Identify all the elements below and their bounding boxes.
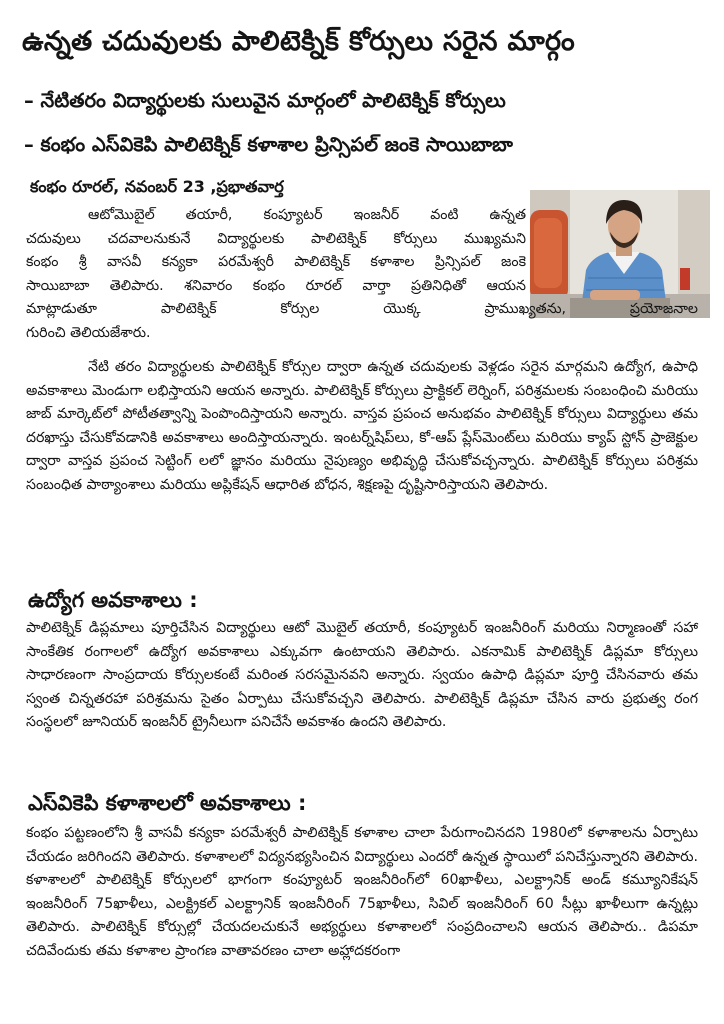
subheadline-1: – నేటితరం విద్యార్థులకు సులువైన మార్గంలో పాలిటెక్నిక్ కోర్సులు — [24, 89, 506, 112]
headline: ఉన్నత చదువులకు పాలిటెక్నిక్ కోర్సులు సరైన మార్గం — [22, 26, 576, 57]
paragraph-intro — [26, 204, 698, 346]
paragraph-intro-line: సాయిబాబా తెలిపారు. శనివారం కంభం రూరల్ వార్తా ప్రతినిధితో ఆయన — [26, 277, 526, 294]
subheadline-2: – కంభం ఎస్‌వికెపి పాలిటెక్నిక్ కళాశాల ప్రిన్సిపల్ జంకె సాయిబాబా — [24, 133, 513, 156]
paragraph-intro-line: చదువులు చదవాలనుకునే విద్యార్థులకు పాలిటెక్నిక్ కోర్సులు ముఖ్యమని — [26, 230, 526, 247]
paragraph-job-opportunities: పాలిటెక్నిక్ డిప్లమాలు పూర్తిచేసిన విద్యార్థులు ఆటో మొబైల్ తయారీ, కంప్యూటర్ ఇంజనీరింగ్ మరియు నిర్మాణంతో సహా సాంకేతిక రంగాలలో ఉద్యోగ అవకాశాలు ఎక్కువగా ఉంటాయని తెలిపారు. ఎకనామిక్ పాలిటెక్నిక్ డిప్లమా కోర్సులు సాధారణంగా సాంప్రదాయ కోర్సులకంటే మరింత సరసమైనవని అన్నారు. స్వయం ఉపాధి డిప్లమా పూర్తి చేసినవారు తమ స్వంత చిన్నతరహా పరిశ్రమను సైతం ఏర్పాటు చేసుకోవచ్చని తెలిపారు. పాలిటెక్నిక్ డిప్లమా చేసిన వారు ప్రభుత్వ రంగ సంస్థలలో జూనియర్ ఇంజనీర్ ట్రైనీలుగా పనిచేసే అవకాశం ఉందని తెలిపారు. — [26, 620, 698, 731]
paragraph-college-opportunities: కంభం పట్టణంలోని శ్రీ వాసవీ కన్యకా పరమేశ్వరీ పాలిటెక్నిక్ కళాశాల చాలా పేరుగాంచినదని 1980లో కళాశాలను ఏర్పాటు చేయడం జరిగిందని తెలిపారు. కళాశాలలో విద్యనభ్యసించిన విద్యార్థులు ఎందరో ఉన్నత స్థాయిలో పనిచేస్తున్నారని తెలిపారు. కళాశాలలో పాలిటెక్నిక్ కోర్సులలో భాగంగా కంప్యూటర్ ఇంజనీరింగ్‌లో 60ఖాళీలు, ఎలక్ట్రానిక్ అండ్ కమ్యూనికేషన్ ఇంజనీరింగ్ 75ఖాళీలు, ఎలక్ట్రికల్ ఎలక్ట్రానిక్ ఇంజనీరింగ్ 75ఖాళీలు, సివిల్ ఇంజనీరింగ్ 60 సీట్లు ఖాళీలుగా ఉన్నట్లు తెలిపారు. పాలిటెక్నిక్ కోర్సుల్లో చేయదలచుకునే అభ్యర్థులు కళాశాలలో సంప్రదించాలని ఆయన తెలిపారు.. డిపమా చదివేందుకు తమ కళాశాల ప్రాంగణ వాతావరణం చాలా అహ్లాదకరంగా — [26, 825, 698, 959]
dateline: కంభం రూరల్, నవంబర్ 23 ,ప్రభాతవార్త — [30, 177, 284, 196]
paragraph-intro-line: గురించి తెలియజేశారు. — [26, 324, 151, 341]
paragraph-intro-line: ఆటోమొబైల్ తయారీ, కంప్యూటర్ ఇంజనీర్ వంటి ఉన్నత — [88, 207, 526, 223]
section-title-job-opportunities: ఉద్యోగ అవకాశాలు : — [28, 588, 198, 612]
paragraph-intro-line: కంభం శ్రీ వాసవీ కన్యకా పరమేశ్వరీ పాలిటెక్నిక్ కళాశాల ప్రిన్సిపల్ జంకె — [26, 254, 526, 271]
section-title-college-opportunities: ఎస్‌వికెపి కళాశాలలో అవకాశాలు : — [28, 791, 307, 815]
paragraph-body-1: నేటి తరం విద్యార్థులకు పాలిటెక్నిక్ కోర్సుల ద్వారా ఉన్నత చదువులకు వెళ్లడం సరైన మార్గమని ఉద్యోగ, ఉపాధి అవకాశాలు మెండుగా లభిస్తాయని ఆయన అన్నారు. పాలిటెక్నిక్ కోర్సులు ప్రాక్టికల్ లెర్నింగ్, పరిశ్రమలకు సంబంధించి మరియు జాబ్ మార్కెట్‌లో పోటీతత్వాన్ని పెంపొందిస్తాయని అన్నారు. వాస్తవ ప్రపంచ అనుభవం పాలిటెక్నిక్ కోర్సులు విద్యార్థులు తమ దరఖాస్తు చేసుకోవడానికి అవకాశాలు అందిస్తాయన్నారు. ఇంటర్న్‌షిప్‌లు, కో-ఆప్ ప్లేస్‌మెంట్‌లు మరియు క్యాప్ స్టోన్ ప్రాజెక్టుల ద్వారా వాస్తవ ప్రపంచ సెట్టింగ్ లలో జ్ఞానం మరియు నైపుణ్యం అభివృద్ధి చేసుకోవచ్చన్నారు. పాలిటెక్నిక్ కోర్సులు పరిశ్రమ సంబంధిత పాఠ్యాంశాలు మరియు అప్లికేషన్ ఆధారిత బోధన, శిక్షణపై దృష్టిసారిస్తాయని తెలిపారు. — [26, 359, 698, 493]
paragraph-intro-line: మాట్లాడుతూ పాలిటెక్నిక్ కోర్సుల యొక్క ప్రాముఖ్యతను, ప్రయోజనాల — [26, 301, 698, 318]
